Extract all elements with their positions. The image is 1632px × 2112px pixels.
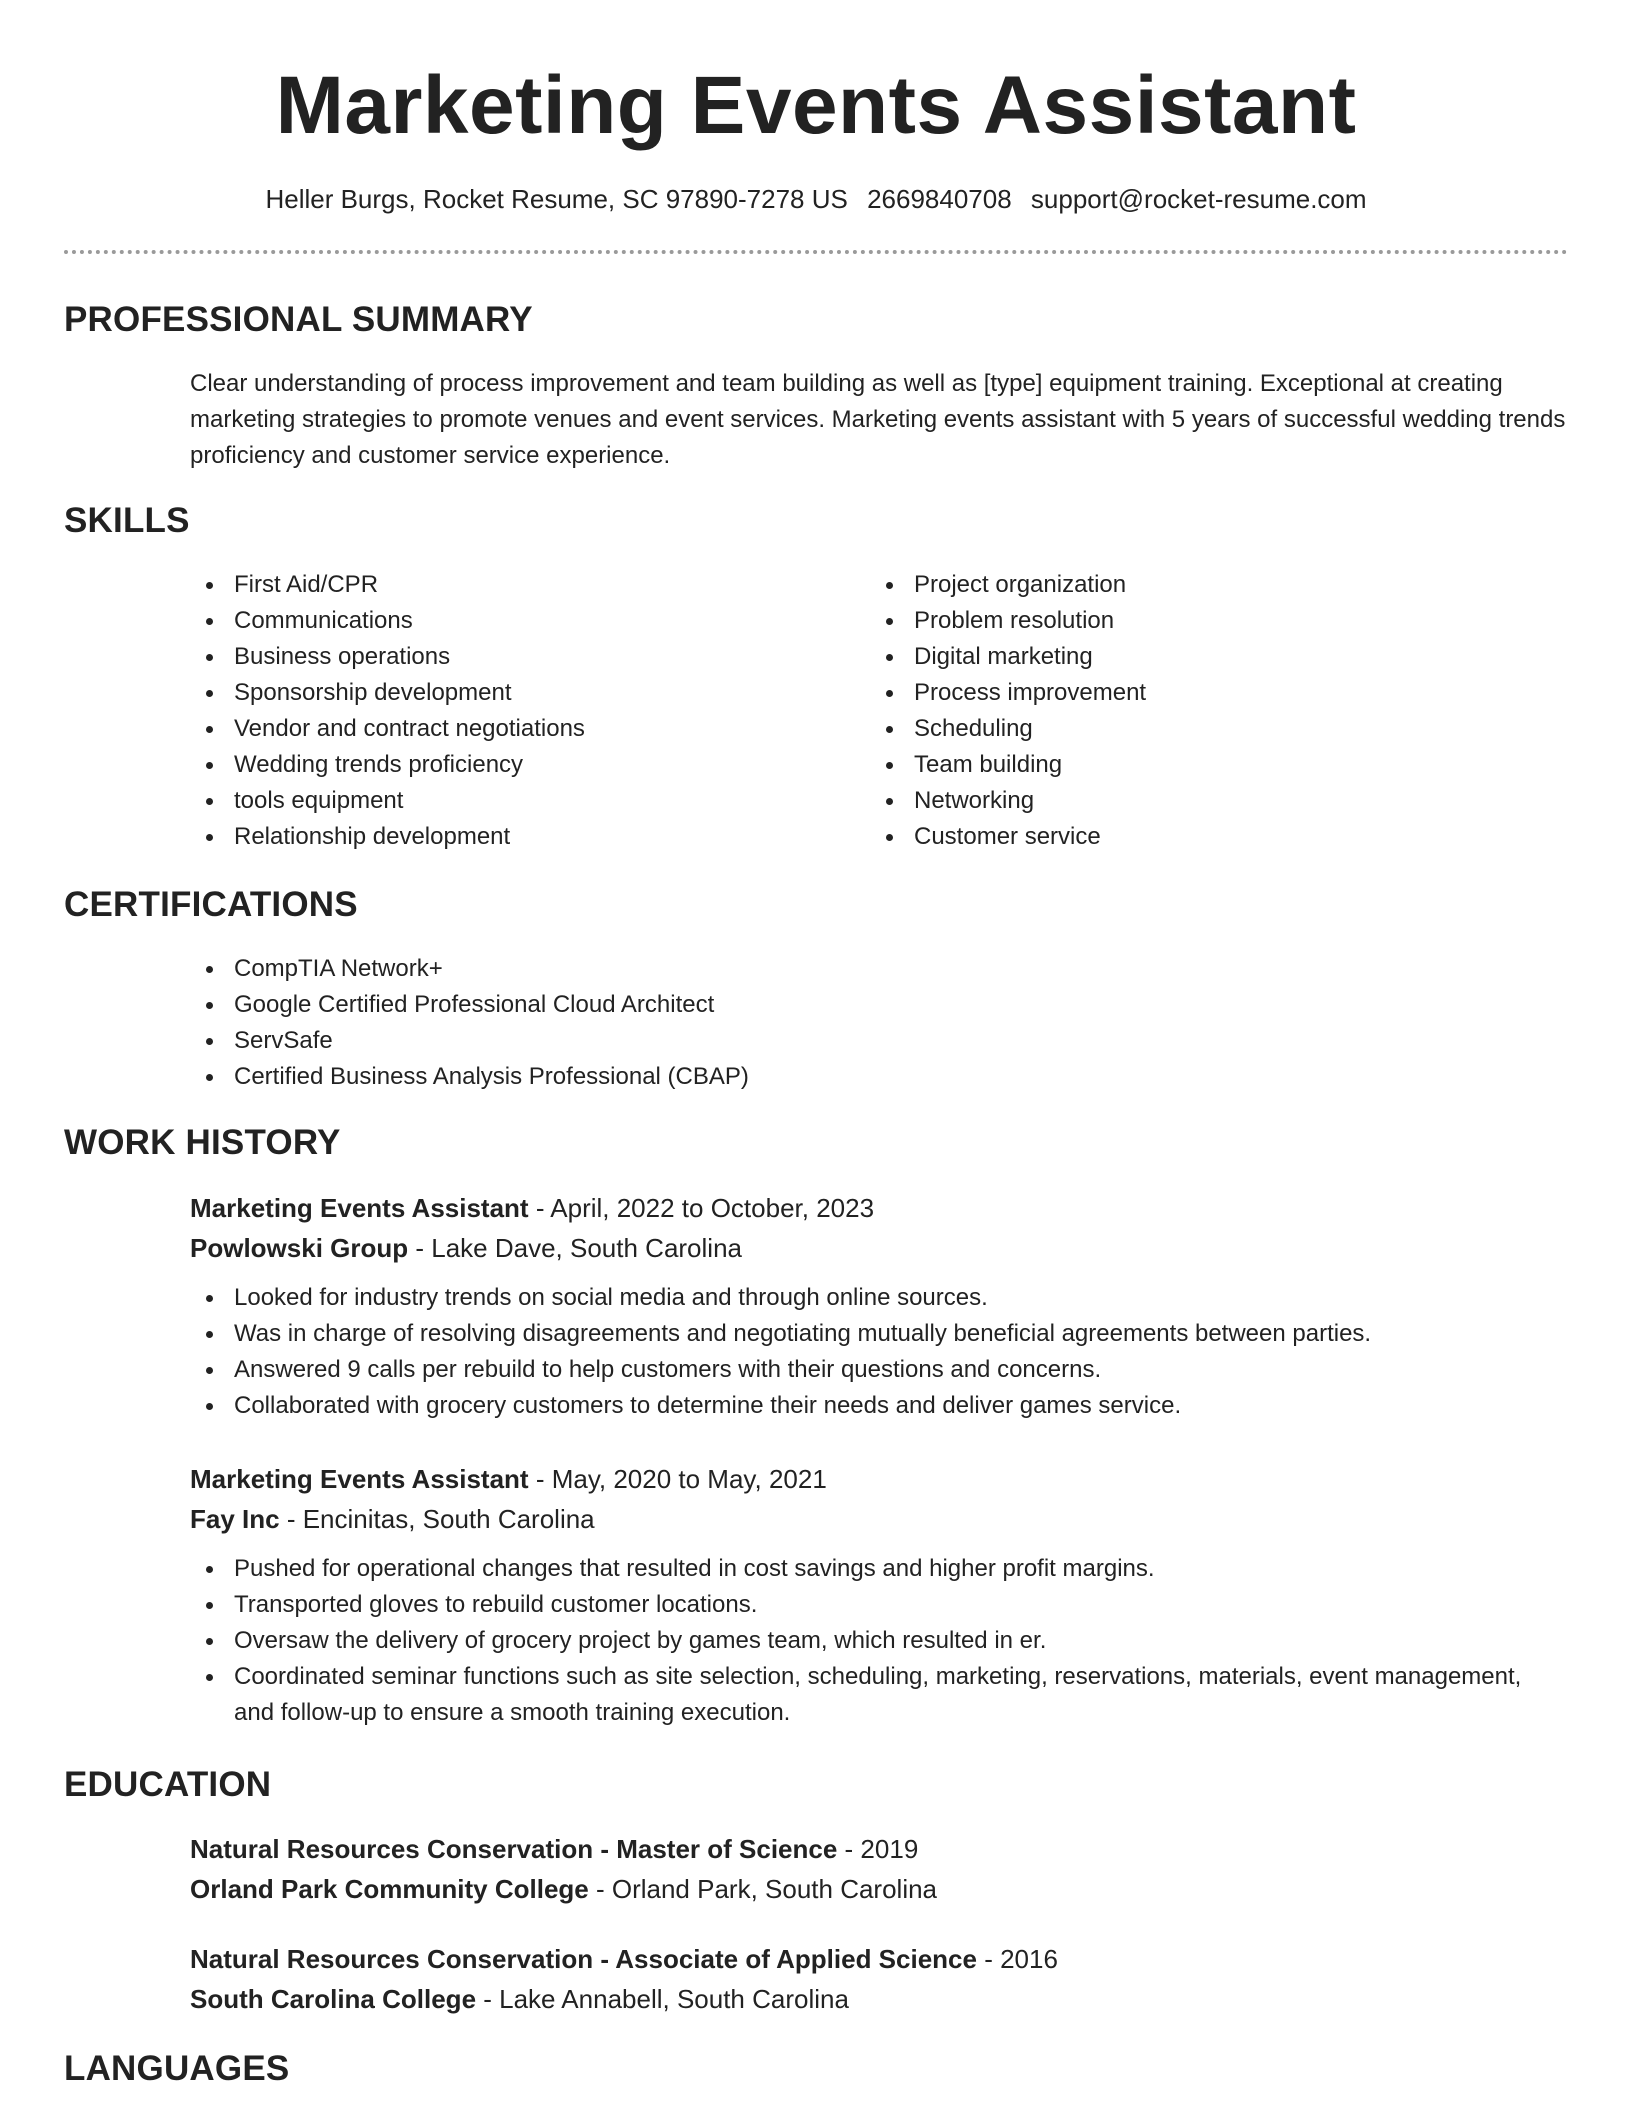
contact-email: support@rocket-resume.com [1030, 184, 1367, 214]
list-item: Certified Business Analysis Professional (CBAP) [190, 1059, 1568, 1095]
section-title-summary: PROFESSIONAL SUMMARY [64, 300, 533, 339]
job-title-line [190, 1459, 1568, 1499]
list-item: Transported gloves to rebuild customer locations. [190, 1587, 1568, 1623]
list-item: Relationship development [190, 819, 830, 855]
list-item: Project organization [870, 567, 1550, 603]
school: South Carolina College [190, 1984, 477, 2014]
job-company: Powlowski Group [190, 1233, 409, 1263]
job-duties-list [190, 1280, 1568, 1424]
job-duties-list [190, 1551, 1568, 1731]
school-location: - Orland Park, South Carolina [588, 1874, 938, 1904]
list-item: Vendor and contract negotiations [190, 711, 830, 747]
list-item: Problem resolution [870, 603, 1550, 639]
list-item: ServSafe [190, 1023, 1568, 1059]
section-title-education: EDUCATION [64, 1765, 272, 1804]
education-entry [190, 1829, 1568, 1909]
list-item: Was in charge of resolving disagreements and negotiating mutually beneficial agreements between parties. [190, 1316, 1568, 1352]
certifications-list [190, 951, 1568, 1095]
list-item: Wedding trends proficiency [190, 747, 830, 783]
list-item: Collaborated with grocery customers to determine their needs and deliver games service. [190, 1388, 1568, 1424]
education-entry [190, 1939, 1568, 2019]
job-title-line [190, 1188, 1568, 1228]
list-item: Team building [870, 747, 1550, 783]
list-item: Google Certified Professional Cloud Architect [190, 987, 1568, 1023]
job-company-line [190, 1228, 1568, 1268]
skills-list-left [190, 567, 830, 855]
list-item: Pushed for operational changes that resulted in cost savings and higher profit margins. [190, 1551, 1568, 1587]
list-item: CompTIA Network+ [190, 951, 1568, 987]
list-item: Scheduling [870, 711, 1550, 747]
job-title: Marketing Events Assistant [190, 1464, 529, 1494]
section-title-languages: LANGUAGES [64, 2049, 290, 2088]
list-item: Business operations [190, 639, 830, 675]
list-item: First Aid/CPR [190, 567, 830, 603]
list-item: tools equipment [190, 783, 830, 819]
summary-text: Clear understanding of process improvement and team building as well as [type] equipment training. Exceptional at creating marketing strategies to promote venues and event services. Marketing events assistant with 5 years of successful wedding trends proficiency and customer service experience. [190, 370, 1566, 469]
degree: Natural Resources Conservation - Associate of Applied Science [190, 1944, 977, 1974]
list-item: Oversaw the delivery of grocery project by games team, which resulted in er. [190, 1623, 1568, 1659]
work-entry [190, 1188, 1568, 1424]
list-item: Looked for industry trends on social media and through online sources. [190, 1280, 1568, 1316]
skills-list-right [870, 567, 1550, 855]
section-title-skills: SKILLS [64, 501, 190, 540]
degree-line [190, 1939, 1568, 1979]
job-company-line [190, 1499, 1568, 1539]
job-dates: - April, 2022 to October, 2023 [528, 1193, 875, 1223]
resume-name-heading: Marketing Events Assistant [275, 60, 1357, 151]
section-title-certifications: CERTIFICATIONS [64, 885, 358, 924]
list-item: Communications [190, 603, 830, 639]
school-line [190, 1979, 1568, 2019]
list-item: Networking [870, 783, 1550, 819]
list-item: Process improvement [870, 675, 1550, 711]
list-item: Digital marketing [870, 639, 1550, 675]
job-title: Marketing Events Assistant [190, 1193, 529, 1223]
contact-info [0, 182, 1632, 216]
degree-year: - 2019 [837, 1834, 919, 1864]
contact-address: Heller Burgs, Rocket Resume, SC 97890-7278 US [265, 184, 848, 214]
list-item: Sponsorship development [190, 675, 830, 711]
list-item: Answered 9 calls per rebuild to help customers with their questions and concerns. [190, 1352, 1568, 1388]
list-item: Coordinated seminar functions such as site selection, scheduling, marketing, reservations, materials, event management, and follow-up to ensure a smooth training execution. [190, 1659, 1568, 1731]
school: Orland Park Community College [190, 1874, 589, 1904]
school-line [190, 1869, 1568, 1909]
degree: Natural Resources Conservation - Master of Science [190, 1834, 838, 1864]
job-location: - Encinitas, South Carolina [279, 1504, 595, 1534]
school-location: - Lake Annabell, South Carolina [476, 1984, 849, 2014]
work-entry [190, 1459, 1568, 1731]
list-item: Customer service [870, 819, 1550, 855]
degree-line [190, 1829, 1568, 1869]
job-company: Fay Inc [190, 1504, 280, 1534]
degree-year: - 2016 [976, 1944, 1058, 1974]
section-title-work-history: WORK HISTORY [64, 1123, 341, 1162]
job-dates: - May, 2020 to May, 2021 [528, 1464, 827, 1494]
contact-phone: 2669840708 [867, 184, 1012, 214]
job-location: - Lake Dave, South Carolina [408, 1233, 742, 1263]
header-divider [64, 250, 1568, 254]
